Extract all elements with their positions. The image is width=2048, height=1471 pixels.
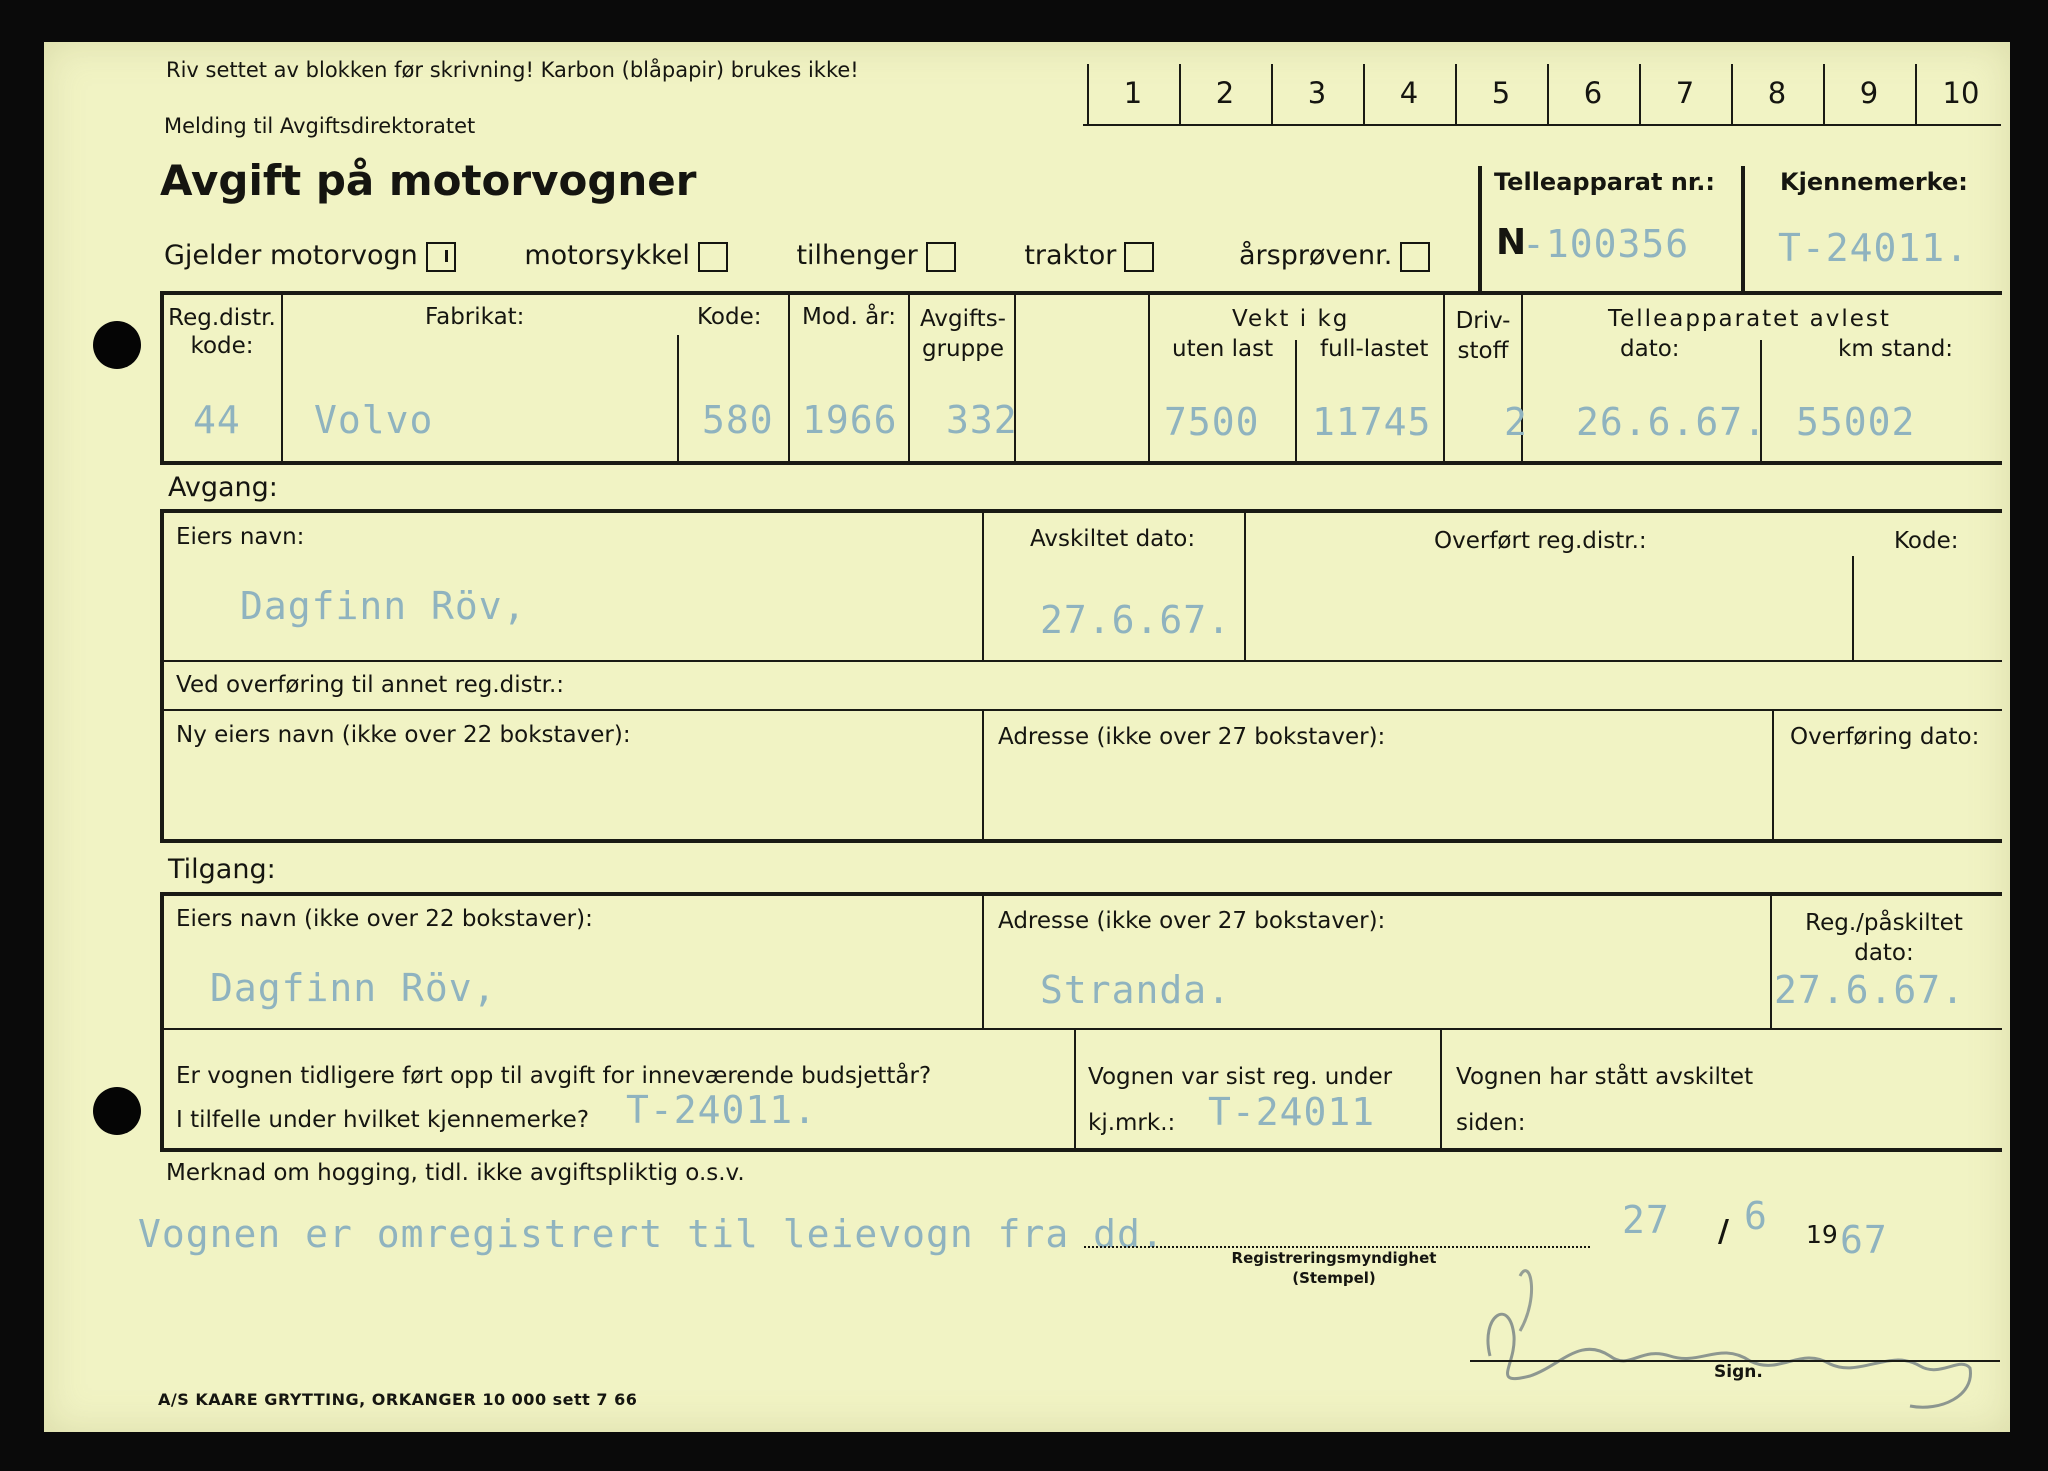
transferred-regdistr-label: Overført reg.distr.: xyxy=(1434,528,1647,554)
deregistered-value[interactable]: 27.6.67. xyxy=(1040,598,1232,642)
tilgang-address-label: Adresse (ikke over 27 bokstaver): xyxy=(998,908,1386,934)
tilgang-section-label: Tilgang: xyxy=(168,854,276,885)
signature xyxy=(1470,1236,1990,1426)
tax-group-label: Avgifts- gruppe xyxy=(920,306,1006,362)
regdistr-value[interactable]: 44 xyxy=(193,398,241,442)
avgang-address-label: Adresse (ikke over 27 bokstaver): xyxy=(998,724,1386,750)
avgang-owner-label: Eiers navn: xyxy=(176,524,305,550)
code-label: Kode: xyxy=(697,304,762,330)
authority-label: Registreringsmyndighet (Stempel) xyxy=(1231,1249,1437,1287)
form-notice: Riv settet av blokken før skrivning! Karbon (blåpapir) brukes ikke! xyxy=(166,58,859,82)
column-number-3: 3 xyxy=(1307,76,1327,110)
punch-hole-bottom xyxy=(93,1087,141,1135)
model-year-value[interactable]: 1966 xyxy=(802,398,898,442)
vehicle-type-motorsykkel-label: motorsykkel xyxy=(524,240,690,271)
printer-imprint: A/S KAARE GRYTTING, ORKANGER 10 000 sett 7 66 xyxy=(158,1390,638,1409)
form-recipient: Melding til Avgiftsdirektoratet xyxy=(164,114,476,138)
reading-label: Telleapparatet avlest xyxy=(1608,306,1891,332)
column-number-6: 6 xyxy=(1583,76,1603,110)
tilhenger-checkbox[interactable] xyxy=(926,242,956,272)
year-prefix: 19 xyxy=(1806,1220,1838,1249)
traktor-checkbox[interactable] xyxy=(1124,242,1154,272)
arsprovenr-checkbox[interactable] xyxy=(1400,242,1430,272)
counter-prefix: N xyxy=(1496,222,1527,263)
weight-empty-label: uten last xyxy=(1172,336,1274,362)
reg-date-label: Reg./påskiltet dato: xyxy=(1805,910,1963,966)
remarks-year[interactable]: 67 xyxy=(1840,1218,1888,1262)
stood-deregistered-label: Vognen har stått avskiltet siden: xyxy=(1456,1064,1754,1136)
remarks-value[interactable]: Vognen er omregistrert til leievogn fra dd. xyxy=(138,1212,1165,1256)
reading-km-value[interactable]: 55002 xyxy=(1796,400,1916,444)
reading-km-label: km stand: xyxy=(1838,336,1954,362)
weight-label: Vekt i kg xyxy=(1232,306,1350,332)
tilgang-owner-value[interactable]: Dagfinn Röv, xyxy=(210,966,497,1010)
make-label: Fabrikat: xyxy=(425,304,525,330)
vehicle-type-tilhenger-label: tilhenger xyxy=(796,240,918,271)
column-number-8: 8 xyxy=(1767,76,1787,110)
prev-question: Er vognen tidligere ført opp til avgift for inneværende budsjettår? I tilfelle under hvilket kjennemerke? xyxy=(176,1063,932,1133)
code-value[interactable]: 580 xyxy=(702,398,774,442)
regdistr-label: Reg.distr. kode: xyxy=(168,305,276,359)
remarks-month[interactable]: 6 xyxy=(1744,1194,1768,1238)
counter-number[interactable]: -100356 xyxy=(1522,222,1690,266)
weight-full-label: full-lastet xyxy=(1320,336,1429,362)
plate-number[interactable]: T-24011. xyxy=(1778,226,1970,270)
transfer-date-label: Overføring dato: xyxy=(1790,724,1980,750)
make-value[interactable]: Volvo xyxy=(314,398,434,442)
fuel-label: Driv- stoff xyxy=(1455,308,1511,364)
vehicle-type-row xyxy=(164,240,1430,272)
motorsykkel-checkbox[interactable] xyxy=(698,242,728,272)
reading-date-label: dato: xyxy=(1620,336,1680,362)
plate-label: Kjennemerke: xyxy=(1780,168,1968,196)
deregistered-label: Avskiltet dato: xyxy=(1030,526,1196,552)
vehicle-table-top xyxy=(160,291,2002,295)
motorvogn-checkbox[interactable] xyxy=(426,242,456,272)
counter-label: Telleapparat nr.: xyxy=(1494,168,1716,196)
date-slash: / xyxy=(1718,1214,1729,1249)
weight-full-value[interactable]: 11745 xyxy=(1312,400,1432,444)
column-number-7: 7 xyxy=(1675,76,1695,110)
tilgang-owner-label: Eiers navn (ikke over 22 bokstaver): xyxy=(176,906,593,932)
sign-label: Sign. xyxy=(1714,1362,1763,1382)
model-year-label: Mod. år: xyxy=(802,304,897,330)
column-number-9: 9 xyxy=(1859,76,1879,110)
avgang-section-label: Avgang: xyxy=(168,472,278,503)
column-number-1: 1 xyxy=(1123,76,1143,110)
reading-date-value[interactable]: 26.6.67. xyxy=(1576,400,1768,444)
form-title: Avgift på motorvogner xyxy=(160,156,697,205)
column-number-10: 10 xyxy=(1942,76,1980,110)
vehicle-type-motorvogn-label: Gjelder motorvogn xyxy=(164,240,418,271)
remarks-day[interactable]: 27 xyxy=(1622,1198,1670,1242)
new-owner-label: Ny eiers navn (ikke over 22 bokstaver): xyxy=(176,722,631,748)
fuel-value[interactable]: 2 xyxy=(1504,400,1528,444)
column-number-5: 5 xyxy=(1491,76,1511,110)
reg-date-value[interactable]: 27.6.67. xyxy=(1774,968,1966,1012)
avgang-owner-value[interactable]: Dagfinn Röv, xyxy=(240,584,527,628)
last-reg-label: Vognen var sist reg. under kj.mrk.: xyxy=(1088,1064,1393,1136)
column-number-2: 2 xyxy=(1215,76,1235,110)
column-number-4: 4 xyxy=(1399,76,1419,110)
transfer-note: Ved overføring til annet reg.distr.: xyxy=(176,672,565,698)
weight-empty-value[interactable]: 7500 xyxy=(1164,400,1260,444)
transferred-code-label: Kode: xyxy=(1894,528,1959,554)
vehicle-type-traktor-label: traktor xyxy=(1024,240,1117,271)
vehicle-type-arsprovenr-label: årsprøvenr. xyxy=(1238,240,1393,271)
prev-plate-value[interactable]: T-24011. xyxy=(626,1088,818,1132)
tax-group-value[interactable]: 332 xyxy=(946,398,1018,442)
vehicle-table-bottom xyxy=(160,461,2002,465)
column-numbers-rule xyxy=(1083,124,2001,126)
tilgang-address-value[interactable]: Stranda. xyxy=(1040,968,1232,1012)
punch-hole-top xyxy=(93,321,141,369)
remarks-label: Merknad om hogging, tidl. ikke avgiftspliktig o.s.v. xyxy=(166,1160,745,1186)
last-reg-value[interactable]: T-24011 xyxy=(1208,1090,1376,1134)
